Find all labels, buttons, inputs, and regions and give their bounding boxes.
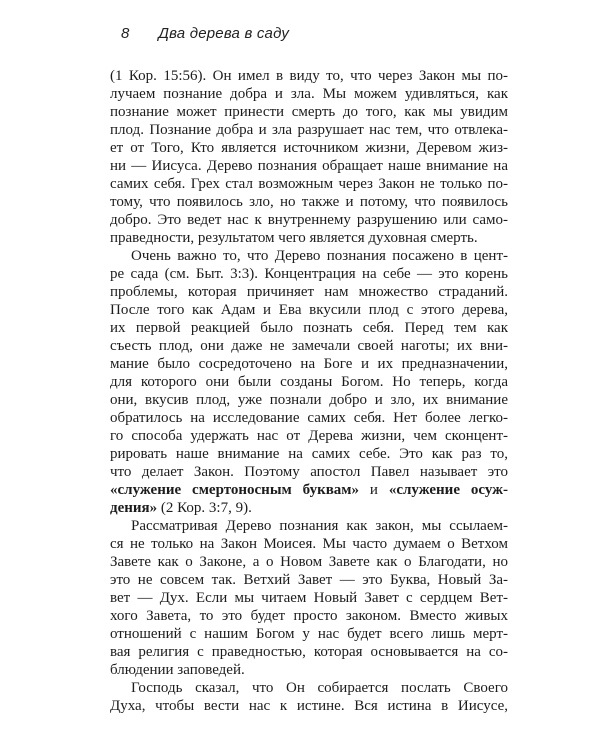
text-segment: рировать наше внимание на самих себе. Это как раз то,	[110, 446, 508, 462]
text-line	[110, 607, 508, 625]
bold-text-segment: дения»	[110, 500, 158, 516]
bold-text-segment: «служение осуж-	[388, 482, 508, 498]
text-segment: плод. Познание добра и зла разрушает нас тем, что отвлека-	[110, 122, 508, 138]
page-number: 8	[121, 25, 130, 42]
text-line	[110, 535, 508, 553]
text-segment: они, вкусив плод, уже познали добро и зло, их внимание	[110, 392, 508, 408]
text-segment: проблемы, которая причиняет нам множество страданий.	[110, 284, 508, 300]
text-segment: обратилось на исследование самих себя. Нет более легко-	[110, 410, 508, 426]
text-segment: самих себя. Грех стал возможным через Закон не только по-	[110, 176, 508, 192]
text-segment: съесть плод, они даже не замечали своей наготы; их вни-	[110, 338, 508, 354]
text-line	[110, 157, 508, 175]
text-line	[110, 643, 508, 661]
text-segment: лучаем познание добра и зла. Мы можем удивляться, как	[110, 86, 508, 102]
text-segment: праведности, результатом чего является духовная смерть.	[110, 230, 478, 246]
text-line	[110, 319, 508, 337]
text-line	[110, 697, 508, 715]
text-line	[110, 499, 508, 517]
text-segment: их первой реакцией было познать себя. Перед тем как	[110, 320, 508, 336]
text-segment: хого Завета, то это будет просто законом. Вместо живых	[110, 608, 508, 624]
text-line	[110, 175, 508, 193]
text-line	[110, 337, 508, 355]
text-line	[110, 265, 508, 283]
text-line	[110, 391, 508, 409]
text-line	[110, 373, 508, 391]
text-line	[110, 283, 508, 301]
text-segment: познание может принести смерть до того, как мы увидим	[110, 104, 508, 120]
text-segment: Духа, чтобы вести нас к истине. Вся истина в Иисусе,	[110, 698, 508, 714]
text-segment: что делает Закон. Поэтому апостол Павел называет это	[110, 464, 508, 480]
text-segment: добро. Это ведет нас к внутреннему разрушению или само-	[110, 212, 508, 228]
text-line	[110, 589, 508, 607]
text-segment: ре сада (см. Быт. 3:3). Концентрация на себе — это корень	[110, 266, 508, 282]
text-line	[110, 571, 508, 589]
text-line	[110, 517, 508, 535]
text-line	[110, 247, 508, 265]
text-segment: тому, что появилось зло, но также и потому, что появилось	[110, 194, 508, 210]
text-segment: (2 Кор. 3:7, 9).	[157, 500, 252, 516]
text-segment: Рассматривая Дерево познания как закон, мы ссылаем-	[131, 518, 508, 534]
text-line	[110, 193, 508, 211]
text-segment: Завете как о Законе, а о Новом Завете как о Благодати, но	[110, 554, 508, 570]
text-segment: Господь сказал, что Он собирается послать Своего	[131, 680, 508, 696]
text-line	[110, 661, 508, 679]
text-line	[110, 229, 508, 247]
text-segment: мание было сосредоточено на Боге и их предназначении,	[110, 356, 508, 372]
text-segment: го способа удержать нас от Дерева жизни, чем сконцент-	[110, 428, 508, 444]
text-line	[110, 301, 508, 319]
text-segment: вая религия с праведностью, которая основывается на со-	[110, 644, 508, 660]
text-line	[110, 103, 508, 121]
text-line	[110, 139, 508, 157]
text-segment: (1 Кор. 15:56). Он имел в виду то, что через Закон мы по-	[110, 68, 508, 84]
text-segment: для которого они были созданы Богом. Но теперь, когда	[110, 374, 508, 390]
text-line	[110, 463, 508, 481]
text-line	[110, 409, 508, 427]
text-segment: ет от Того, Кто является источником жизни, Деревом жиз-	[110, 140, 508, 156]
text-segment: вет — Дух. Если мы читаем Новый Завет с сердцем Вет-	[110, 590, 508, 606]
text-segment: ся не только на Закон Моисея. Мы часто думаем о Ветхом	[110, 536, 508, 552]
text-line	[110, 211, 508, 229]
text-line	[110, 445, 508, 463]
body-text	[110, 67, 508, 715]
text-segment: это не совсем так. Ветхий Завет — это Буква, Новый За-	[110, 572, 508, 588]
text-segment: отношений с нашим Богом у нас будет всего лишь мерт-	[110, 626, 508, 642]
text-line	[110, 67, 508, 85]
text-line	[110, 481, 508, 499]
text-line	[110, 553, 508, 571]
text-line	[110, 85, 508, 103]
text-segment: и	[359, 482, 389, 498]
text-segment: Очень важно то, что Дерево познания посажено в цент-	[131, 248, 508, 264]
text-segment: После того как Адам и Ева вкусили плод с этого дерева,	[110, 302, 508, 318]
text-segment: ни — Иисуса. Дерево познания обращает наше внимание на	[110, 158, 508, 174]
text-line	[110, 355, 508, 373]
text-line	[110, 679, 508, 697]
bold-text-segment: «служение смертоносным буквам»	[110, 482, 360, 498]
text-line	[110, 121, 508, 139]
text-line	[110, 625, 508, 643]
text-segment: блюдении заповедей.	[110, 662, 245, 678]
text-line	[110, 427, 508, 445]
running-header	[110, 26, 508, 42]
running-title: Два дерева в саду	[158, 25, 290, 42]
